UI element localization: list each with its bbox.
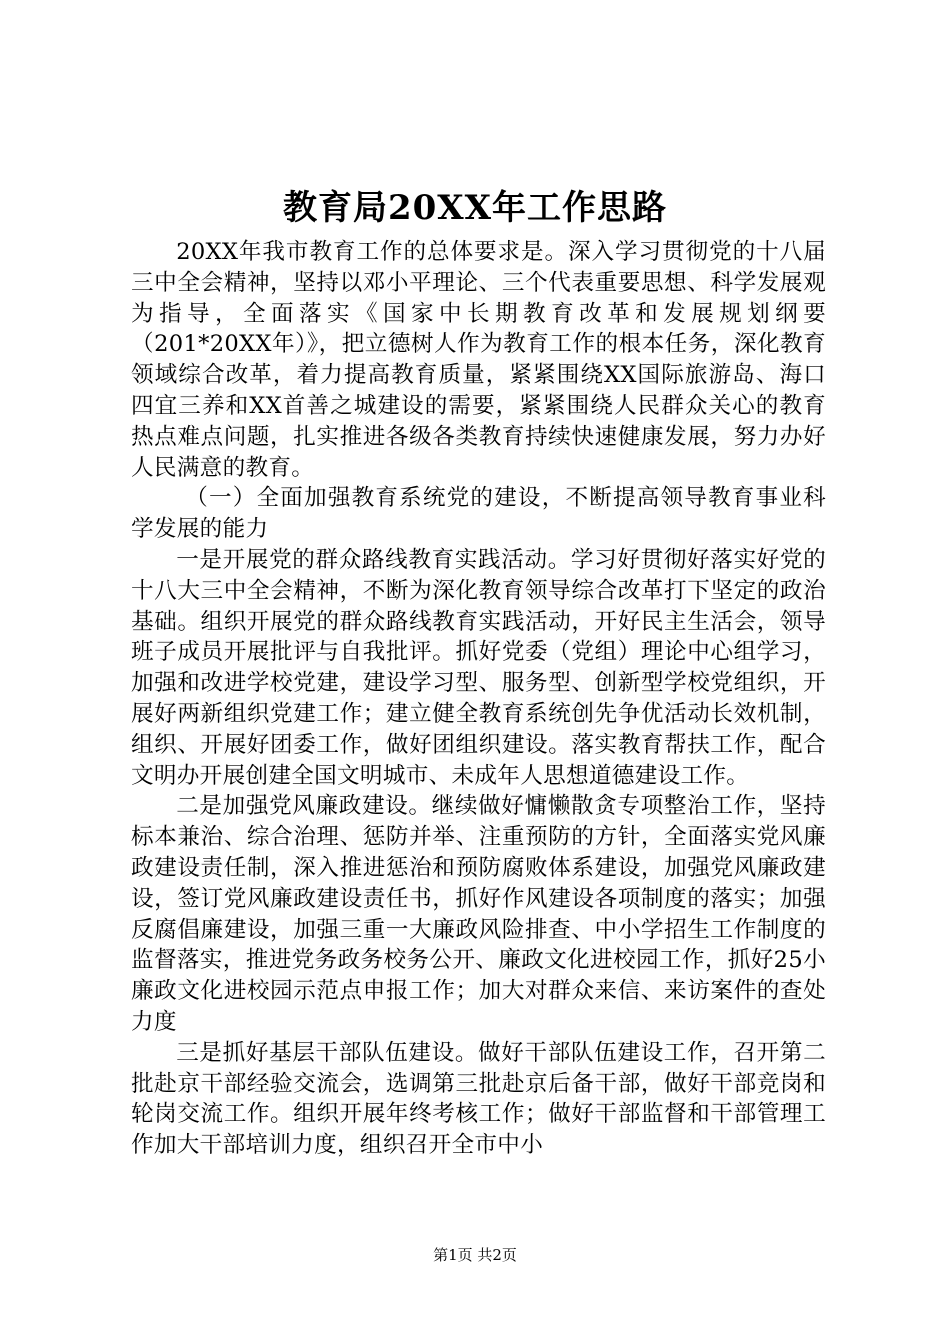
section-heading-1: （一）全面加强教育系统党的建设，不断提高领导教育事业科学发展的能力 [131, 485, 826, 543]
page-number-footer: 第1页 共2页 [433, 1246, 517, 1264]
paragraph-item-1: 一是开展党的群众路线教育实践活动。学习好贯彻好落实好党的十八大三中全会精神，不断为深化教育领导综合改革打下坚定的政治基础。组织开展党的群众路线教育实践活动，开好民主生活会，领导班子成员开展批评与自我批评。抓好党委（党组）理论中心组学习，加强和改进学校党建，建设学习型、服务型、创新型学校党组织，开展好两新组织党建工作；建立健全教育系统创先争优活动长效机制，组织、开展好团委工作，做好团组织建设。落实教育帮扶工作，配合文明办开展创建全国文明城市、未成年人思想道德建设工作。 [131, 546, 826, 789]
document-body [131, 237, 826, 1161]
paragraph-item-3: 三是抓好基层干部队伍建设。做好干部队伍建设工作，召开第二批赴京干部经验交流会，选调第三批赴京后备干部，做好干部竞岗和轮岗交流工作。组织开展年终考核工作；做好干部监督和干部管理工作加大干部培训力度，组织召开全市中小 [131, 1039, 826, 1159]
document-title: 教育局20XX年工作思路 [282, 188, 668, 228]
paragraph-item-2: 二是加强党风廉政建设。继续做好慵懒散贪专项整治工作，坚持标本兼治、综合治理、惩防并举、注重预防的方针，全面落实党风廉政建设责任制，深入推进惩治和预防腐败体系建设，加强党风廉政建设，签订党风廉政建设责任书，抓好作风建设各项制度的落实；加强反腐倡廉建设，加强三重一大廉政风险排查、中小学招生工作制度的监督落实，推进党务政务校务公开、廉政文化进校园工作，抓好25小廉政文化进校园示范点申报工作；加大对群众来信、来访案件的查处力度 [131, 793, 826, 1035]
paragraph-overview: 20XX年我市教育工作的总体要求是。深入学习贯彻党的十八届三中全会精神，坚持以邓小平理论、三个代表重要思想、科学发展观为指导，全面落实《国家中长期教育改革和发展规划纲要（201*20XX年）》，把立德树人作为教育工作的根本任务，深化教育领域综合改革，着力提高教育质量，紧紧围绕XX国际旅游岛、海口四宜三养和XX首善之城建设的需要，紧紧围绕人民群众关心的教育热点难点问题，扎实推进各级各类教育持续快速健康发展，努力办好人民满意的教育。 [131, 239, 826, 481]
